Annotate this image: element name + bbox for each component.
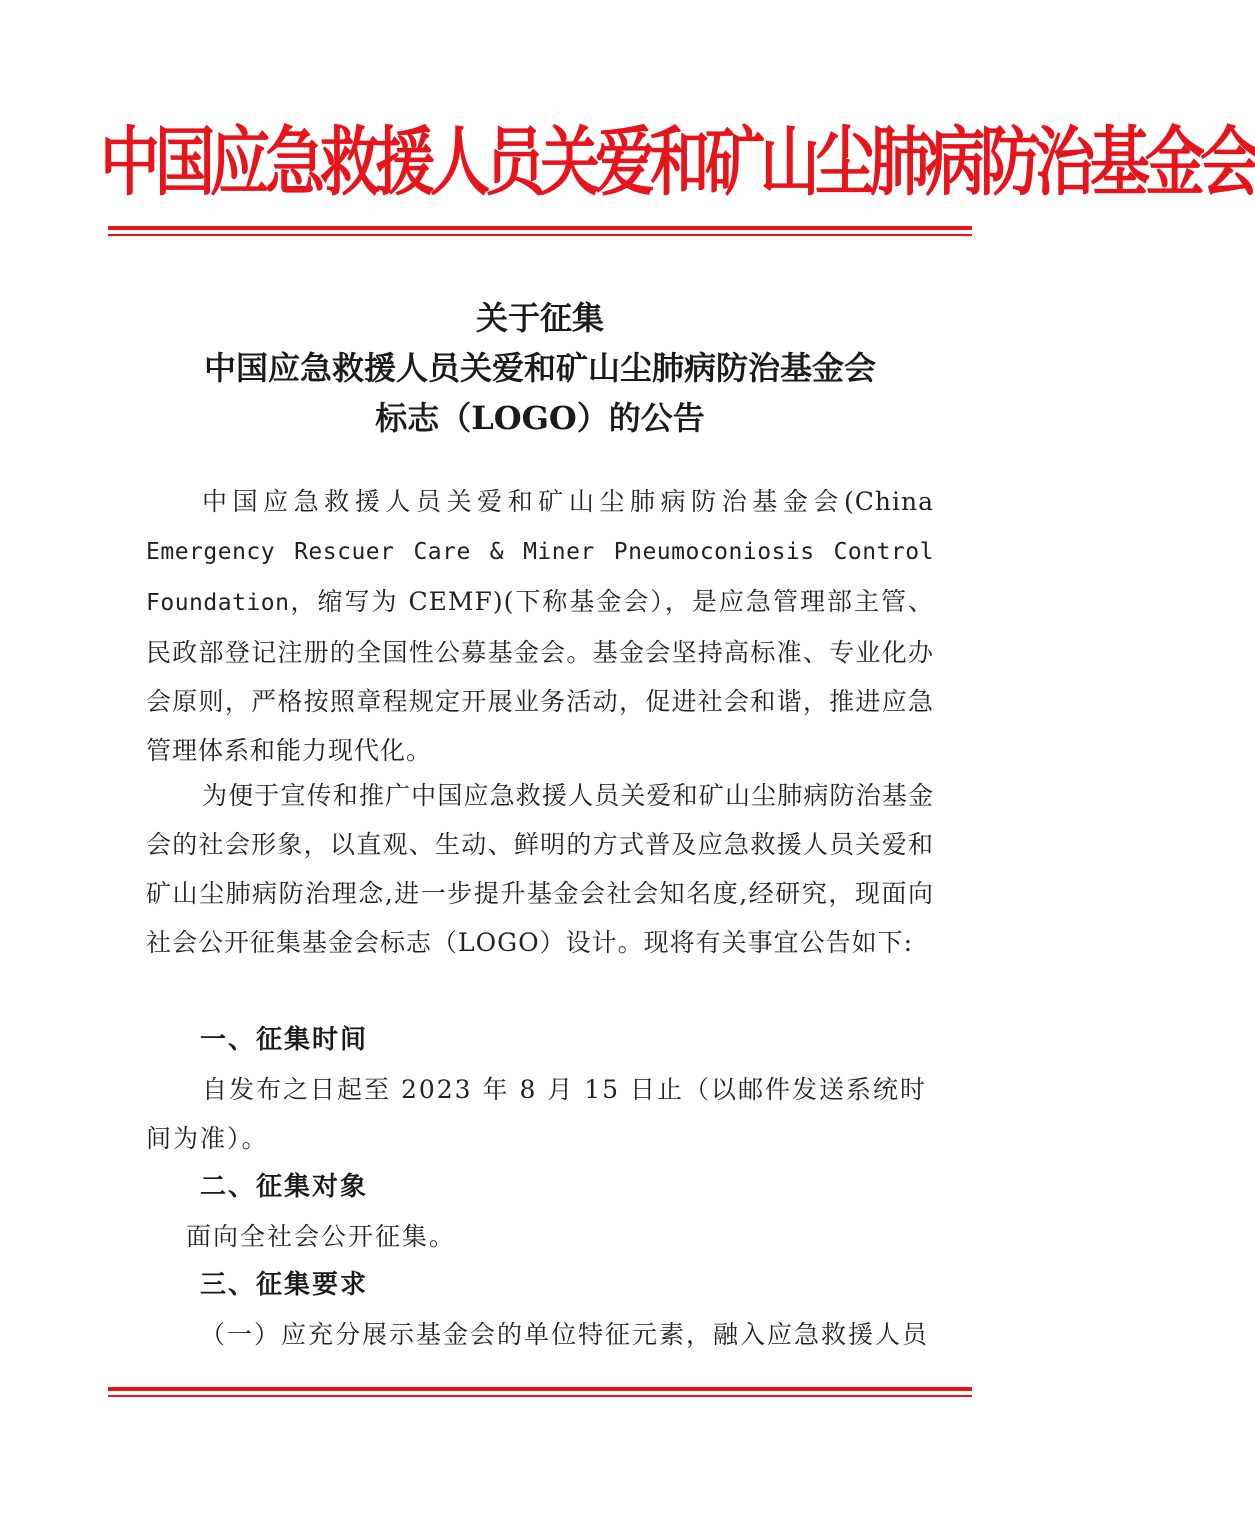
section-text-requirements: （一）应充分展示基金会的单位特征元素，融入应急救援人员 bbox=[200, 1320, 930, 1349]
title-line-1: 关于征集 bbox=[475, 299, 604, 337]
section-heading-requirements: 三、征集要求 bbox=[200, 1270, 369, 1300]
section-heading-time: 一、征集时间 bbox=[200, 1025, 369, 1055]
intro-part-1: 中国应急救援人员关爱和矿山尘肺病防治基金会(China bbox=[202, 487, 934, 516]
section-heading-target: 二、征集对象 bbox=[200, 1172, 369, 1202]
intro-paragraph bbox=[146, 477, 934, 775]
org-letterhead: 中国应急救援人员关爱和矿山尘肺病防治基金会 bbox=[100, 119, 1255, 207]
title-line-2: 中国应急救援人员关爱和矿山尘肺病防治基金会 bbox=[203, 349, 876, 387]
header-divider bbox=[108, 226, 972, 236]
document-title bbox=[108, 293, 972, 443]
intro-part-2: Emergency Rescuer Care & Miner Pneumoconiosis Control Foundation bbox=[146, 539, 934, 616]
purpose-paragraph: 为便于宣传和推广中国应急救援人员关爱和矿山尘肺病防治基金会的社会形象，以直观、生动、鲜明的方式普及应急救援人员关爱和矿山尘肺病防治理念,进一步提升基金会社会知名度,经研究，现面向社会公开征集基金会标志（LOGO）设计。现将有关事宜公告如下: bbox=[146, 781, 934, 957]
intro-part-3: ，缩写为 CEMF)(下称基金会），是应急管理部主管、民政部登记注册的全国性公募基金会。基金会坚持高标准、专业化办会原则，严格按照章程规定开展业务活动，促进社会和谐，推进应急管理体系和能力现代化。 bbox=[146, 587, 934, 765]
section-text-time: 自发布之日起至 2023 年 8 月 15 日止（以邮件发送系统时间为准）。 bbox=[146, 1075, 928, 1153]
title-line-3: 标志（LOGO）的公告 bbox=[375, 399, 705, 437]
section-text-target: 面向全社会公开征集。 bbox=[186, 1222, 457, 1251]
footer-divider bbox=[108, 1387, 972, 1397]
